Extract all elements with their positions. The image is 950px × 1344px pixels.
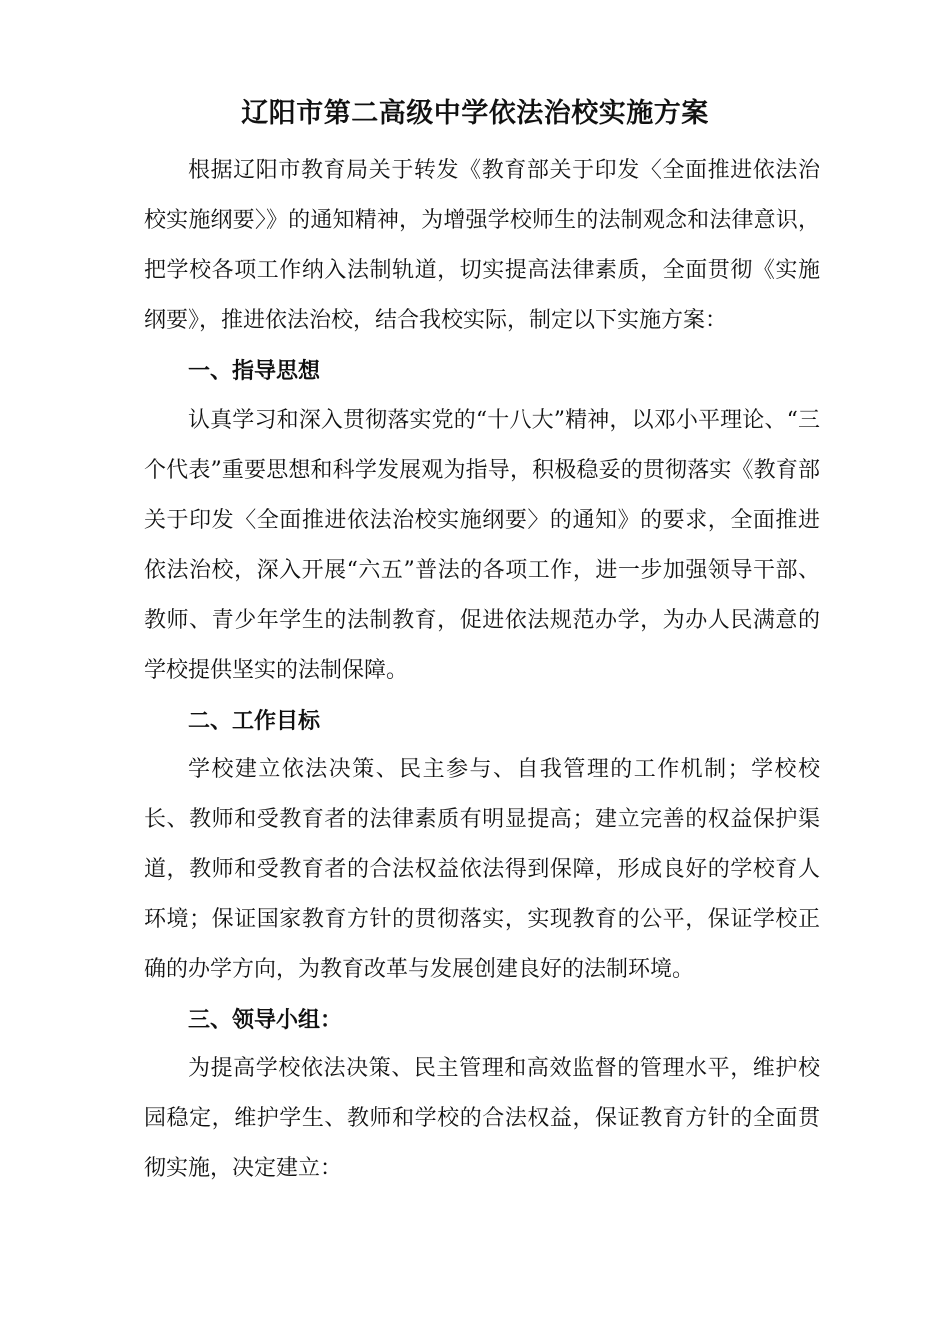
section2-heading: 二、工作目标 [188,708,321,734]
section1-heading: 一、指导思想 [188,358,321,384]
document-title: 辽阳市第二高级中学依法治校实施方案 [241,98,709,129]
section2-paragraph: 学校建立依法决策、民主参与、自我管理的工作机制；学校校长、教师和受教育者的法律素质有明显提高；建立完善的权益保护渠道，教师和受教育者的合法权益依法得到保障，形成良好的学校育人环境；保证国家教育方针的贯彻落实，实现教育的公平，保证学校正确的办学方向，为教育改革与发展创建良好的法制环境。 [144,757,820,982]
section3-paragraph: 为提高学校依法决策、民主管理和高效监督的管理水平，维护校园稳定，维护学生、教师和学校的合法权益，保证教育方针的全面贯彻实施，决定建立： [144,1056,820,1181]
intro-paragraph: 根据辽阳市教育局关于转发《教育部关于印发〈全面推进依法治校实施纲要〉》的通知精神，为增强学校师生的法制观念和法律意识，把学校各项工作纳入法制轨道，切实提高法律素质，全面贯彻《实施纲要》，推进依法治校，结合我校实际，制定以下实施方案： [144,158,820,333]
section1-paragraph: 认真学习和深入贯彻落实党的“十八大”精神，以邓小平理论、“三个代表”重要思想和科学发展观为指导，积极稳妥的贯彻落实《教育部关于印发〈全面推进依法治校实施纲要〉的通知》的要求，全面推进依法治校，深入开展“六五”普法的各项工作，进一步加强领导干部、教师、青少年学生的法制教育，促进依法规范办学，为办人民满意的学校提供坚实的法制保障。 [144,408,820,683]
section3-heading: 三、领导小组： [188,1007,343,1033]
